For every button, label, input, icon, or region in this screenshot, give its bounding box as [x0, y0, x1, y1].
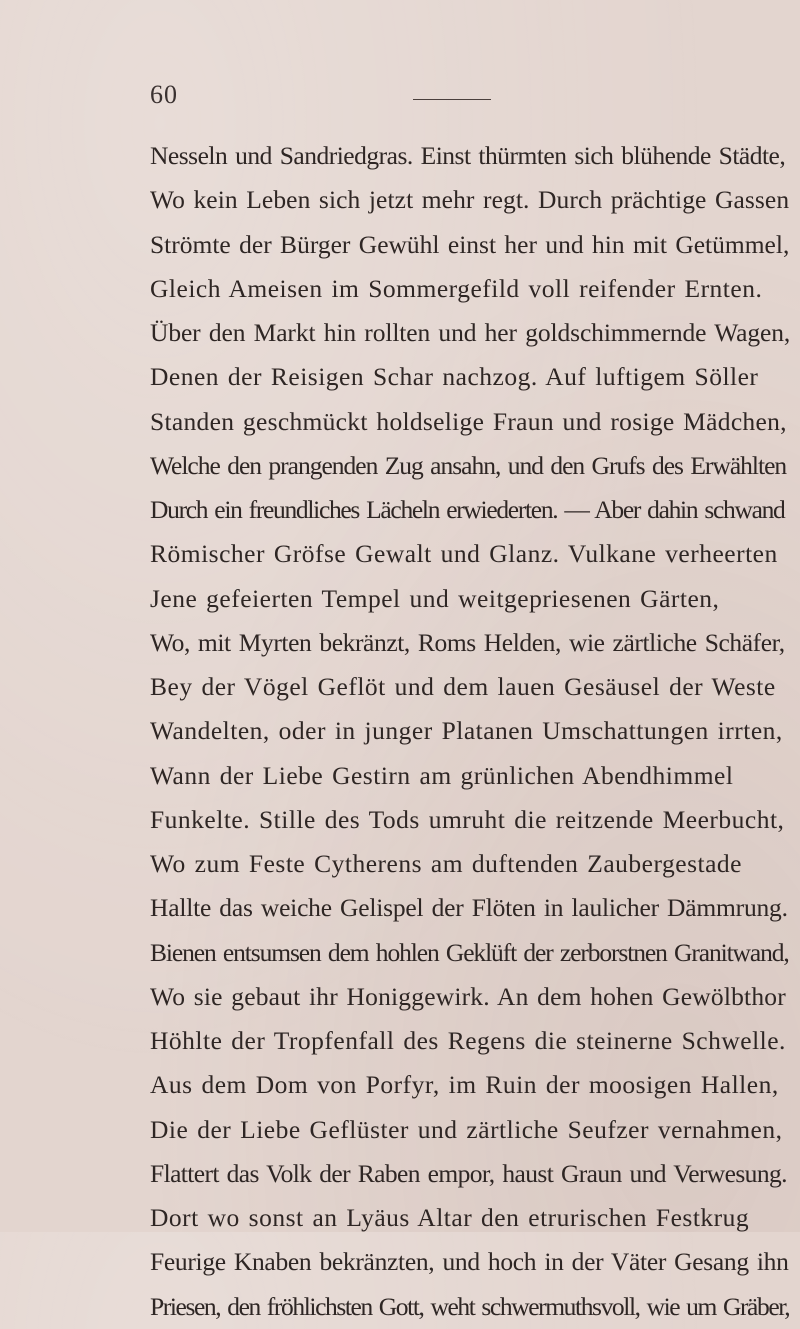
- text-line: Denen der Reisigen Schar nachzog. Auf luftigem Söller: [150, 362, 759, 392]
- text-line: Wo zum Feste Cytherens am duftenden Zaubergestade: [150, 849, 742, 878]
- text-line: Wann der Liebe Gestirn am grünlichen Abendhimmel: [150, 760, 734, 790]
- text-line: Wo, mit Myrten bekränzt, Roms Helden, wie zärtliche Schäfer,: [150, 627, 785, 657]
- text-line: Nesseln und Sandriedgras. Einst thürmten sich blühende Städte,: [150, 141, 786, 170]
- text-line: Strömte der Bürger Gewühl einst her und hin mit Getümmel,: [150, 229, 790, 259]
- text-line: Durch ein freundliches Lächeln erwiederten. — Aber dahin schwand: [150, 495, 785, 524]
- text-line: Höhlte der Tropfenfall des Regens die steinerne Schwelle.: [150, 1026, 786, 1055]
- text-line: Flattert das Volk der Raben empor, haust Graun und Verwesung.: [150, 1158, 787, 1188]
- page-number: 60: [150, 80, 178, 109]
- text-line: Wo sie gebaut ihr Honiggewirk. An dem hohen Gewölbthor: [150, 981, 786, 1011]
- text-line: Funkelte. Stille des Tods umruht die reitzende Meerbucht,: [150, 804, 785, 834]
- text-line: Bey der Vögel Geflöt und dem lauen Gesäusel der Weste: [150, 672, 776, 701]
- text-line: Priesen, den fröhlichsten Gott, weht schwermuthsvoll, wie um Gräber,: [150, 1291, 790, 1321]
- text-line: Aus dem Dom von Porfyr, im Ruin der moosigen Hallen,: [150, 1070, 779, 1100]
- text-line: Römischer Gröfse Gewalt und Glanz. Vulkane verheerten: [150, 539, 778, 569]
- text-line: Bienen entsumsen dem hohlen Geklüft der zerborstnen Granitwand,: [150, 937, 789, 967]
- text-line: Die der Liebe Geflüster und zärtliche Seufzer vernahmen,: [150, 1114, 783, 1144]
- text-line: Hallte das weiche Gelispel der Flöten in laulicher Dämmrung.: [150, 893, 788, 923]
- text-line: Wo kein Leben sich jetzt mehr regt. Durch prächtige Gassen: [150, 185, 790, 215]
- text-line: Jene gefeierten Tempel und weitgepriesenen Gärten,: [150, 583, 720, 613]
- text-line: Welche den prangenden Zug ansahn, und den Grufs des Erwählten: [150, 450, 787, 480]
- text-line: Feurige Knaben bekränzten, und hoch in der Väter Gesang ihn: [150, 1247, 789, 1277]
- text-line: Dort wo sonst an Lyäus Altar den etrurischen Festkrug: [150, 1203, 750, 1232]
- header-rule: [413, 99, 491, 100]
- text-line: Standen geschmückt holdselige Fraun und rosige Mädchen,: [150, 406, 787, 436]
- text-line: Wandelten, oder in junger Platanen Umschattungen irrten,: [150, 716, 783, 746]
- text-line: Über den Markt hin rollten und her goldschimmernde Wagen,: [150, 318, 791, 347]
- poem-text: [150, 134, 790, 1329]
- text-line: Gleich Ameisen im Sommergefild voll reifender Ernten.: [150, 273, 763, 303]
